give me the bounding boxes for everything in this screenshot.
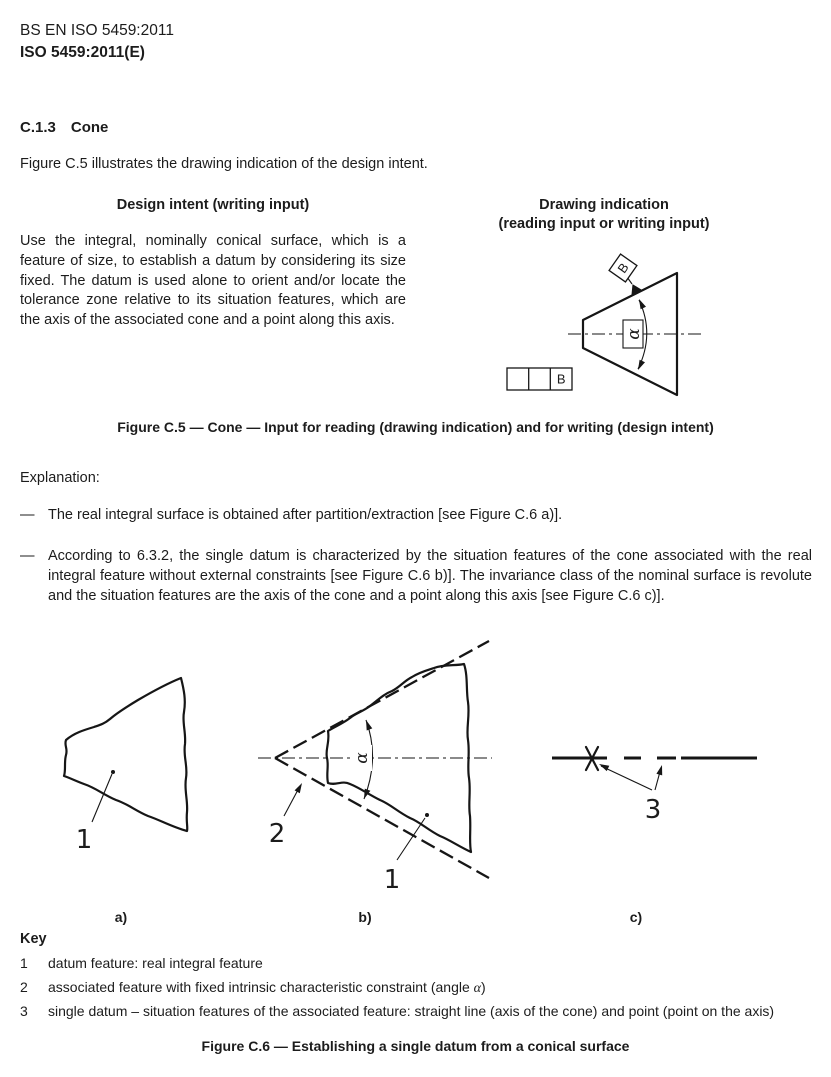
angle-alpha-label-b: α <box>352 752 372 764</box>
key-heading: Key <box>20 931 47 947</box>
section-number: C.1.3 <box>20 119 56 136</box>
header-standard-number: BS EN ISO 5459:2011 <box>20 22 174 39</box>
design-intent-paragraph: Use the integral, nominally conical surface, which is a feature of size, to establish a datum by considering its size fixed. The datum is used alone to orient and/or locate the tolerance zone relative to its situation features, which are the axis of the associated cone and a point along this axis. <box>20 233 406 329</box>
drawing-indication-heading-line2: (reading input or writing input) <box>498 216 710 232</box>
angle-arc-arrow-top <box>639 299 646 309</box>
callout-1b: 1 <box>383 865 401 895</box>
angle-alpha-label: α <box>624 328 644 340</box>
angle-arc-arrow-bottom <box>638 360 645 370</box>
explanation-item-1-text: The real integral surface is obtained after partition/extraction [see Figure C.6 a)]. <box>48 507 563 523</box>
real-surface-outline-a <box>64 678 187 831</box>
section-heading <box>20 119 108 136</box>
section-title: Cone <box>70 119 109 136</box>
drawing-indication-heading <box>420 196 788 234</box>
callout-3-leader-1 <box>601 766 652 790</box>
callout-1a-dot <box>111 770 115 774</box>
design-intent-heading: Design intent (writing input) <box>116 197 310 213</box>
datum-indicator-box <box>609 254 637 282</box>
key-item-2-number: 2 <box>20 979 28 995</box>
subfigure-label-c: c) <box>629 909 643 925</box>
key-item-2-alpha: α <box>473 981 481 996</box>
key-item-3-text: single datum – situation features of the associated feature: straight line (axis of the cone) and point (point on the axis) <box>48 1003 775 1019</box>
callout-1a-leader <box>92 774 112 822</box>
tolerance-frame-datum-letter: B <box>556 371 566 387</box>
explanation-item-1 <box>20 505 812 525</box>
callout-1b-leader <box>397 818 425 860</box>
explanation-heading: Explanation: <box>20 470 100 486</box>
datum-letter: B <box>614 260 632 276</box>
associated-cone-lower-line <box>275 758 489 878</box>
callout-1b-dot <box>425 813 429 817</box>
figure-c5-drawing <box>430 240 830 410</box>
key-item-1-number: 1 <box>20 955 28 971</box>
angle-arc-b-arrow-top <box>366 720 372 731</box>
explanation-item-2-text: According to 6.3.2, the single datum is characterized by the situation features of the cone associated with the real integral feature without external constraints [see Figure C.6 b)]. The invariance class of the nominal surface is revolute and the situation features are the axis of the cone and a point along this axis [see Figure C.6 c)]. <box>48 548 812 604</box>
callout-2-arrowhead <box>295 783 302 793</box>
key-item-1-text: datum feature: real integral feature <box>48 955 263 971</box>
key-item-2-text-before: associated feature with fixed intrinsic characteristic constraint (angle <box>48 979 474 995</box>
key-item-2 <box>20 979 820 997</box>
bullet-dash: — <box>20 507 35 523</box>
figure-c6-caption: Figure C.6 — Establishing a single datum from a conical surface <box>201 1038 630 1054</box>
key-item-2-text-after: ) <box>481 979 486 995</box>
callout-3-arrowhead-2 <box>656 765 662 775</box>
callout-1a: 1 <box>75 825 93 855</box>
associated-cone-upper-line <box>275 641 489 758</box>
intro-paragraph: Figure C.5 illustrates the drawing indication of the design intent. <box>20 156 428 172</box>
key-item-3-number: 3 <box>20 1003 28 1019</box>
bullet-dash: — <box>20 548 35 564</box>
callout-3: 3 <box>644 795 662 825</box>
figure-c6-drawing <box>0 625 831 930</box>
header-iso-number: ISO 5459:2011(E) <box>20 44 145 61</box>
subfigure-label-a: a) <box>114 909 128 925</box>
figure-c5-caption: Figure C.5 — Cone — Input for reading (drawing indication) and for writing (design intent) <box>117 419 714 435</box>
key-item-3 <box>20 1003 820 1019</box>
subfigure-label-b: b) <box>358 909 372 925</box>
explanation-item-2 <box>20 546 812 606</box>
callout-3-arrowhead-1 <box>599 764 609 771</box>
key-item-2-text <box>48 979 820 997</box>
drawing-indication-heading-line1: Drawing indication <box>539 197 669 213</box>
document-header <box>20 20 174 64</box>
key-item-1 <box>20 955 820 971</box>
callout-2: 2 <box>268 819 286 849</box>
